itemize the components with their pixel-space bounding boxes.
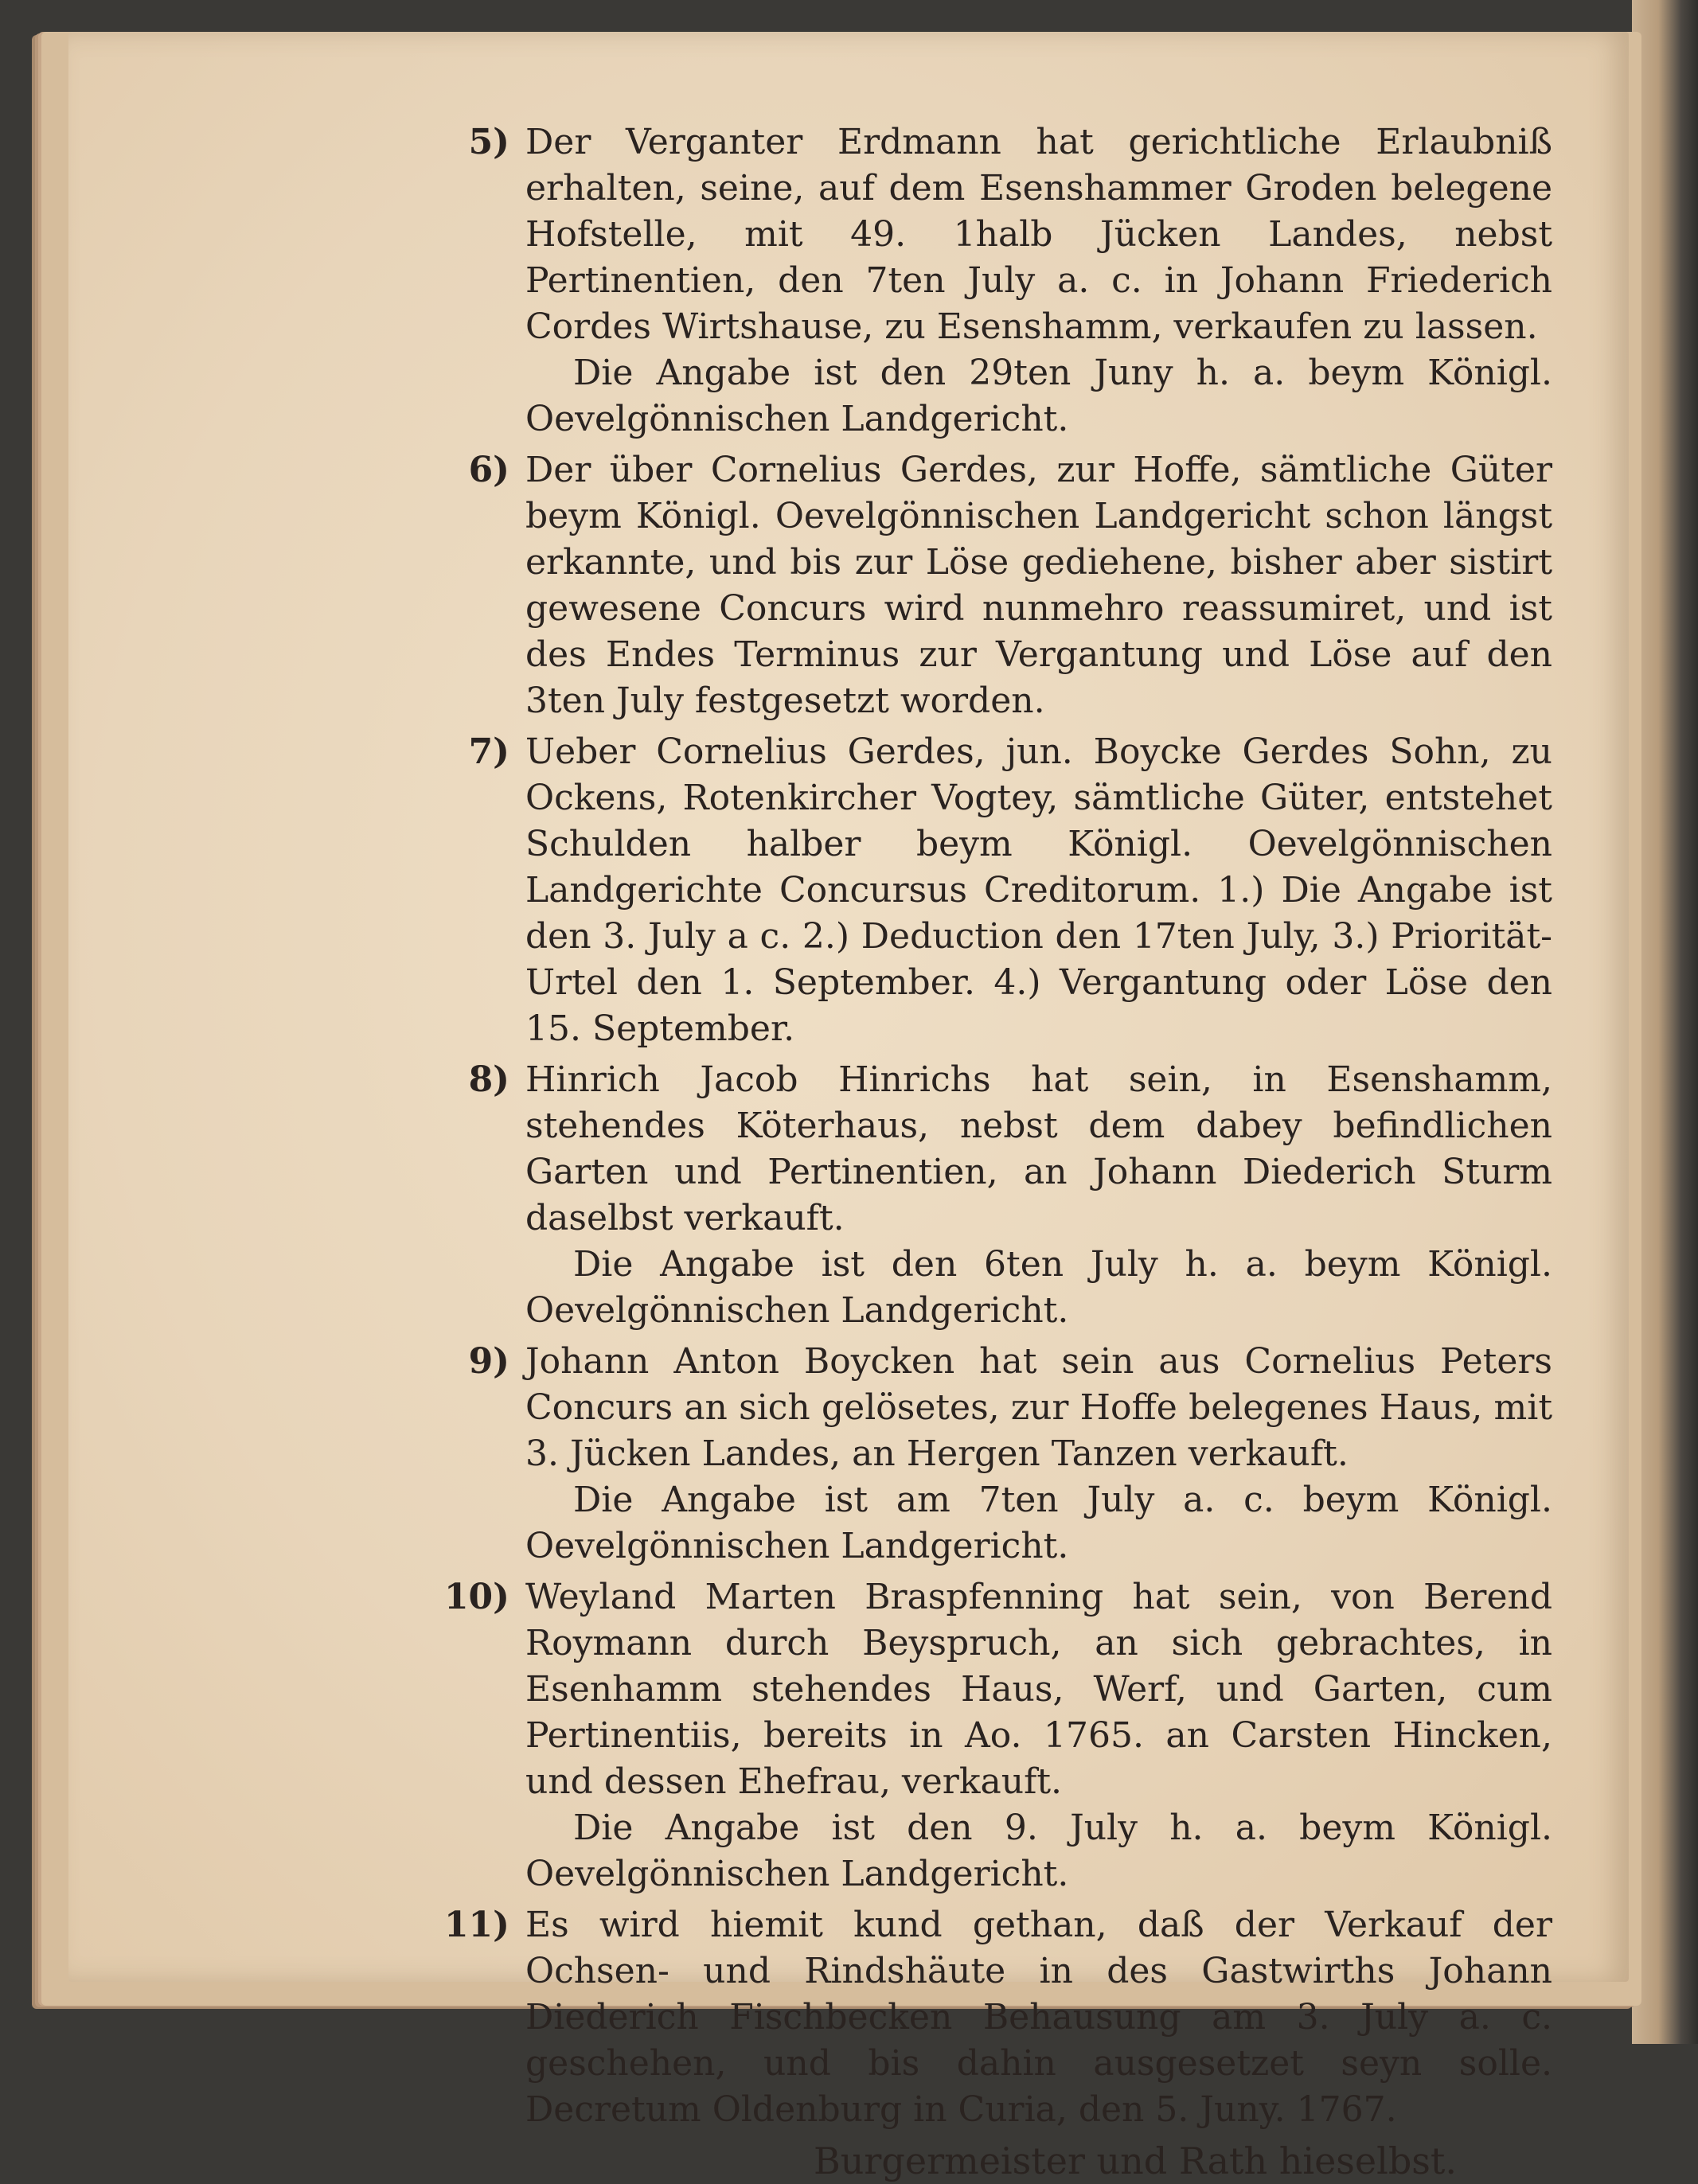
entry-5 xyxy=(374,119,1552,443)
entry-paragraph: Es wird hiemit kund gethan, daß der Verkauf der Ochsen- und Rindshäute in des Gastwirths Johann Diederich Fischbecken Behausung am 3. July a. c. geschehen, und bis dahin ausgesetzet seyn solle. Decretum Oldenburg in Curia, den 5. Juny. 1767. xyxy=(525,1905,1552,2130)
entry-paragraph: Ueber Cornelius Gerdes, jun. Boycke Gerdes Sohn, zu Ockens, Rotenkircher Vogtey, sämtliche Güter, entstehet Schulden halber beym Königl. Oevelgönnischen Landgerichte Concursus Creditorum. 1.) Die Angabe ist den 3. July a c. 2.) Deduction den 17ten July, 3.) Priorität-Urtel den 1. September. 4.) Vergantung oder Löse den 15. September. xyxy=(525,731,1552,1049)
entry-number: 8) xyxy=(468,1059,509,1100)
entry-number: 11) xyxy=(443,1905,509,1945)
document-body xyxy=(374,119,1552,2184)
entry-paragraph: Die Angabe ist den 6ten July h. a. beym Königl. Oevelgönnischen Landgericht. xyxy=(525,1244,1552,1331)
entry-number: 7) xyxy=(468,731,509,772)
entry-11 xyxy=(374,1902,1552,2133)
background-right-page-edge xyxy=(1632,0,1698,2044)
signature-line: Burgermeister und Rath hieselbst. xyxy=(814,2139,1457,2182)
entry-8 xyxy=(374,1057,1552,1334)
entry-paragraph: Weyland Marten Braspfenning hat sein, von Berend Roymann durch Beyspruch, an sich gebrachtes, in Esenhamm stehendes Haus, Werf, und Garten, cum Pertinentiis, bereits in Ao. 1765. an Carsten Hincken, und dessen Ehefrau, verkauft. xyxy=(525,1577,1552,1802)
entry-paragraph: Die Angabe ist den 9. July h. a. beym Königl. Oevelgönnischen Landgericht. xyxy=(525,1808,1552,1894)
entry-7 xyxy=(374,729,1552,1052)
entry-number: 6) xyxy=(468,450,509,490)
entry-paragraph: Johann Anton Boycken hat sein aus Cornelius Peters Concurs an sich gelösetes, zur Hoffe belegenes Haus, mit 3. Jücken Landes, an Hergen Tanzen verkauft. xyxy=(525,1341,1552,1474)
entry-paragraph: Hinrich Jacob Hinrichs hat sein, in Esenshamm, stehendes Köterhaus, nebst dem dabey befindlichen Garten und Pertinentien, an Johann Diederich Sturm daselbst verkauft. xyxy=(525,1059,1552,1238)
entry-paragraph: Der Verganter Erdmann hat gerichtliche Erlaubniß erhalten, seine, auf dem Esenshammer Groden belegene Hofstelle, mit 49. 1halb Jücken Landes, nebst Pertinentien, den 7ten July a. c. in Johann Friederich Cordes Wirtshause, zu Esenshamm, verkaufen zu lassen. xyxy=(525,122,1552,347)
entry-paragraph: Die Angabe ist am 7ten July a. c. beym Königl. Oevelgönnischen Landgericht. xyxy=(525,1480,1552,1566)
entry-9 xyxy=(374,1339,1552,1570)
entry-6 xyxy=(374,447,1552,724)
entry-10 xyxy=(374,1574,1552,1897)
entry-number: 10) xyxy=(443,1577,509,1617)
entry-number: 9) xyxy=(468,1341,509,1382)
entry-paragraph: Der über Cornelius Gerdes, zur Hoffe, sämtliche Güter beym Königl. Oevelgönnischen Landgericht schon längst erkannte, und bis zur Löse gediehene, bisher aber sistirt gewesene Concurs wird nunmehro reassumiret, und ist des Endes Terminus zur Vergantung und Löse auf den 3ten July festgesetzt worden. xyxy=(525,450,1552,721)
entry-number: 5) xyxy=(468,122,509,162)
entry-paragraph: Die Angabe ist den 29ten Juny h. a. beym Königl. Oevelgönnischen Landgericht. xyxy=(525,353,1552,439)
